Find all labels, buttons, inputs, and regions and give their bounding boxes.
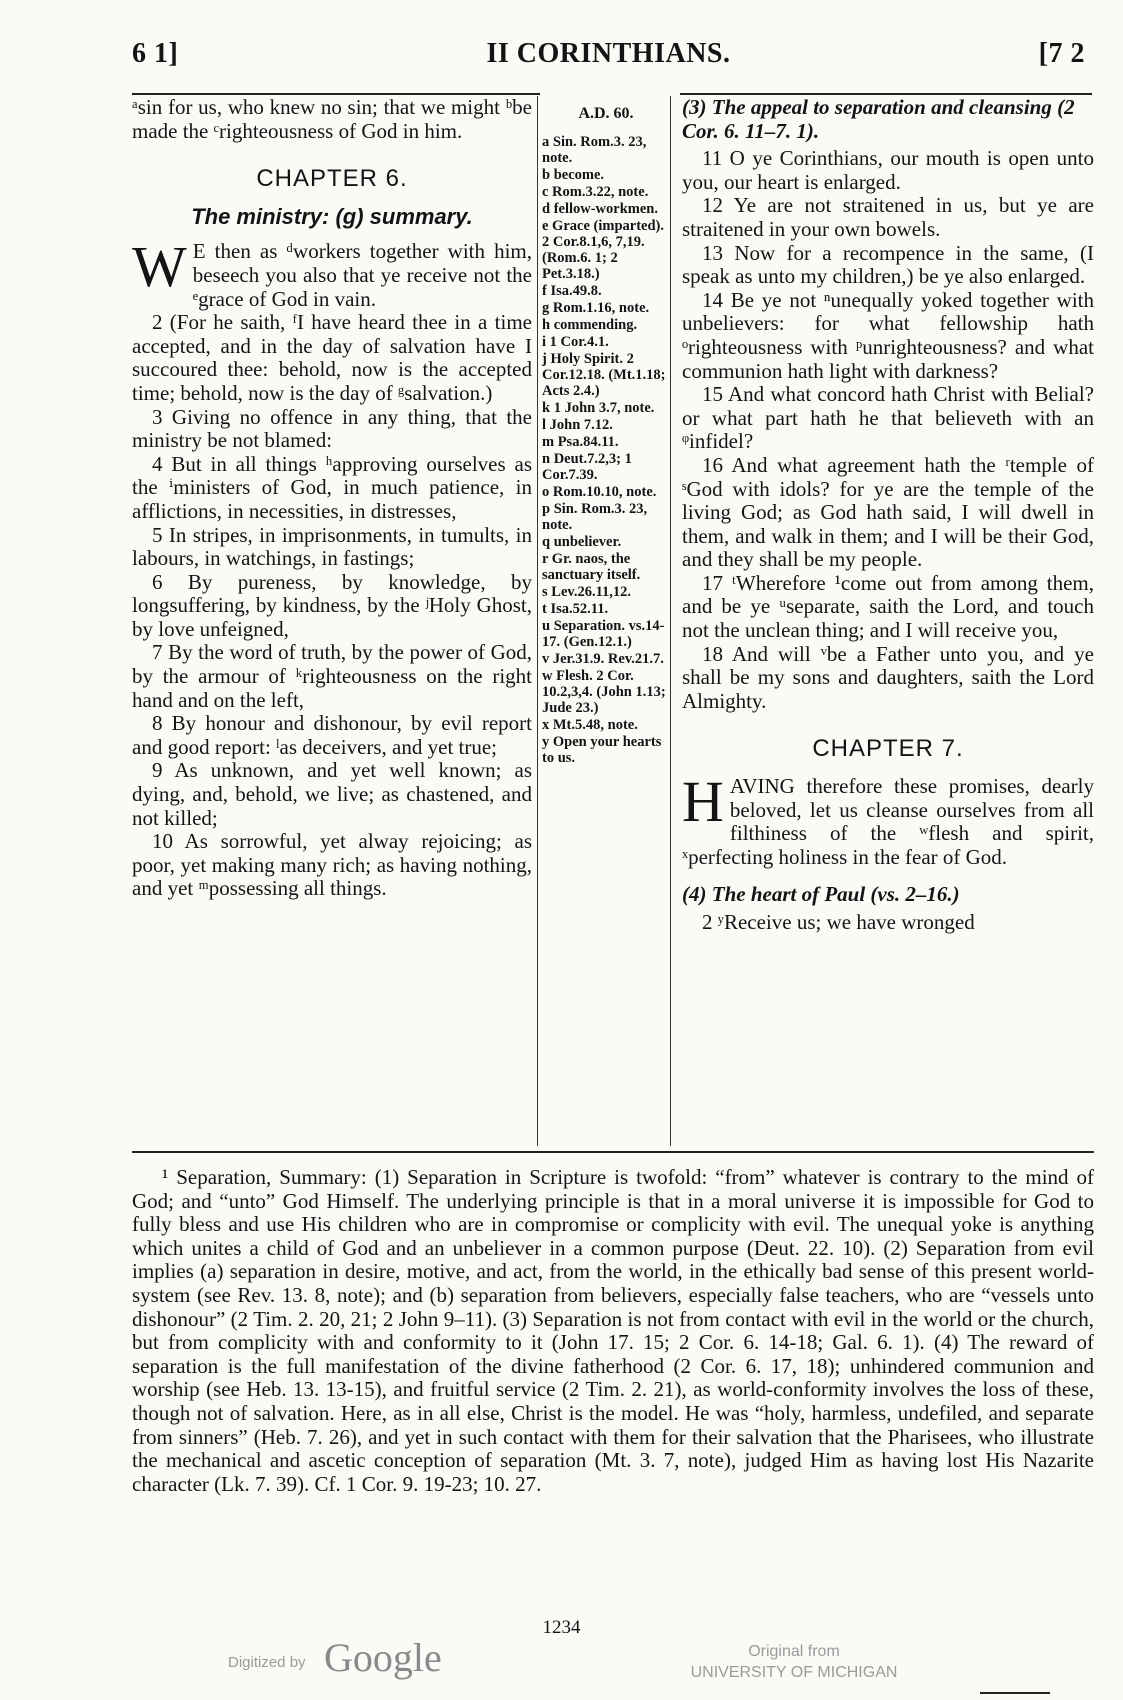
reference-entry: c Rom.3.22, note. (542, 184, 649, 200)
reference-entry: h commending. (542, 317, 638, 333)
drop-cap: W (132, 234, 187, 300)
verse-6: 6 By pureness, by knowledge, by longsuffering, by kindness, by the ʲHoly Ghost, by love unfeigned, (132, 569, 532, 641)
reference-entry: x Mt.5.48, note. (542, 717, 638, 733)
verse-11: 11 O ye Corinthians, our mouth is open unto you, our heart is enlarged. (682, 146, 1094, 194)
chapter-heading: CHAPTER 7. (812, 735, 964, 763)
footnote-text: ¹ Separation, Summary: (1) Separation in Scripture is twofold: “from” whatever is contrary to the mind of God; and “unto” God Himself. The underlying principle is that in a moral universe it is impossible for God to fully bless and use His children who are in compromise or complicity with evil. The unequal yoke is anything which unites a child of God and an unbeliever in a common purpose (Deut. 22. 10). (2) Separation from evil implies (a) separation in desire, motive, and act, from the world, in the ethically bad sense of this present world-system (see Rev. 13. 8, note); and (b) separation from believers, especially false teachers, who are “vessels unto dishonour” (2 Tim. 2. 20, 21; 2 John 9–11). (3) Separation is not from contact with evil in the world or the church, but from complicity with and conformity to it (John 17. 15; 2 Cor. 6. 14-18; Gal. 6. 1). (4) The reward of separation is the full manifestation of the divine fatherhood (2 Cor. 6. 17, 18); unhindered communion and worship (see Heb. 13. 13-15), and fruitful service (2 Tim. 2. 21), as world-conformity involves the loss of these, though not of salvation. Here, as in all else, Christ is the model. He was “holy, harmless, undefiled, and separate from sinners” (Heb. 7. 26), and yet in such contact with them for their salvation that the Pharisees, who illustrate the mechanical and ascetic conception of separation (Mt. 3. 7, note), judged Him as having lost His Nazarite character (Lk. 7. 39). Cf. 1 Cor. 9. 19-23; 10. 27. (132, 1165, 1094, 1496)
verse-17: 17 ᵗWherefore ¹come out from among them, and be ye ᵘseparate, saith the Lord, and touch not the unclean thing; and I will receive you, (682, 570, 1094, 643)
reference-entry: t Isa.52.11. (542, 601, 609, 617)
reference-entry: e Grace (imparted). 2 Cor.8.1,6, 7,19. (Rom.6. 1; 2 Pet.3.18.) (542, 218, 664, 282)
reference-entry: v Jer.31.9. Rev.21.7. (542, 651, 664, 667)
verse-2: 2 (For he saith, ᶠI have heard thee in a time accepted, and in the day of salvation have I succoured thee: behold, now is the accepted time; behold, now is the day of ᵍsalvation.) (132, 310, 532, 405)
verse-18: 18 And will ᵛbe a Father unto you, and ye shall be my sons and daughters, saith the Lord Almighty. (682, 641, 1094, 713)
digitized-by-label: Digitized by (228, 1654, 306, 1671)
verse-4: 4 But in all things ʰapproving ourselves as the ⁱministers of God, in much patience, in afflictions, in necessities, in distresses, (132, 451, 532, 523)
reference-entry: l John 7.12. (542, 417, 613, 433)
verse-5: 5 In stripes, in imprisonments, in tumults, in labours, in watchings, in fastings; (132, 522, 532, 571)
verse-10: 10 As sorrowful, yet alway rejoicing; as poor, yet making many rich; as having nothing, and yet ᵐpossessing all things. (132, 829, 532, 901)
verse-12: 12 Ye are not straitened in us, but ye are straitened in your own bowels. (682, 193, 1094, 241)
scan-edge-mark (980, 1692, 1050, 1694)
reference-entry: q unbeliever. (542, 534, 622, 550)
reference-entry: r Gr. naos, the sanctuary itself. (542, 551, 641, 583)
verse-16: 16 And what agreement hath the ʳtemple of ˢGod with idols? for ye are the temple of the living God; as God hath said, I will dwell in them, and walk in them; and I will be their God, and they shall be my people. (682, 452, 1094, 572)
reference-entry: b become. (542, 167, 605, 183)
verse-1: E then as ᵈworkers together with him, beseech you also that ye receive not the ᵉgrace of God in vain. (192, 239, 532, 311)
reference-entry: o Rom.10.10, note. (542, 484, 657, 500)
reference-entry: g Rom.1.16, note. (542, 300, 650, 316)
chapter-verse-end: [7 2 (1038, 38, 1085, 69)
verse-8: 8 By honour and dishonour, by evil report and good report: ˡas deceivers, and yet true; (132, 711, 532, 759)
reference-entry: u Separation. vs.14-17. (Gen.12.1.) (542, 618, 665, 650)
reference-column (537, 96, 671, 1146)
section-title: (3) The appeal to separation and cleansing (2 Cor. 6. 11–7. 1). (682, 95, 1075, 143)
reference-entry: j Holy Spirit. 2 Cor.12.18. (Mt.1.18; Acts 2.4.) (542, 351, 666, 399)
reference-entry: i 1 Cor.4.1. (542, 334, 609, 350)
chapter-verse-start: 6 1] (132, 38, 179, 69)
chapter-7-verse-2: 2 ʸReceive us; we have wronged (702, 910, 975, 934)
original-from-label: Original from (748, 1643, 840, 1660)
verse-14: 14 Be ye not ⁿunequally yoked together with unbelievers: for what fellowship hath ᵒrighteousness with ᵖunrighteousness? and what communion hath light with darkness? (682, 287, 1094, 383)
reference-entry: w Flesh. 2 Cor. 10.2,3,4. (John 1.13; Jude 23.) (542, 668, 666, 716)
reference-entry: k 1 John 3.7, note. (542, 400, 655, 416)
verse-13: 13 Now for a recompence in the same, (I speak as unto my children,) be ye also enlarged. (682, 240, 1094, 289)
reference-entry: n Deut.7.2,3; 1 Cor.7.39. (542, 451, 632, 483)
verse-text (682, 769, 1094, 869)
verse-9: 9 As unknown, and yet well known; as dying, and, behold, we live; as chastened, and not killed; (132, 758, 532, 830)
reference-entry: d fellow-workmen. (542, 201, 658, 217)
library-attribution (684, 1641, 904, 1683)
reference-entry: s Lev.26.11,12. (542, 584, 632, 600)
google-logo: Google (324, 1635, 442, 1680)
left-text-column (132, 96, 532, 901)
verse-text: ᵃsin for us, who knew no sin; that we might ᵇbe made the ᶜrighteousness of God in him. (132, 95, 532, 143)
verse-7: 7 By the word of truth, by the power of God, by the armour of ᵏrighteousness on the right hand and on the left, (132, 640, 532, 712)
drop-cap: H (682, 769, 724, 835)
right-text-column (682, 96, 1094, 935)
chapter-heading: CHAPTER 6. (256, 165, 408, 193)
verse-text (132, 234, 532, 311)
book-title: II CORINTHIANS. (486, 38, 731, 69)
page-number: 1234 (542, 1617, 581, 1638)
section-title: The ministry: (g) summary. (191, 203, 473, 229)
reference-entry: f Isa.49.8. (542, 283, 602, 299)
date-label: A.D. 60. (578, 105, 634, 122)
reference-entry: a Sin. Rom.3. 23, note. (542, 134, 647, 166)
footnote (132, 1166, 1094, 1496)
reference-entry: m Psa.84.11. (542, 434, 619, 450)
chapter-7-verse-1: AVING therefore these promises, dearly beloved, let us cleanse ourselves from all filthiness of the ʷflesh and spirit, ˣperfecting holiness in the fear of God. (682, 774, 1094, 869)
running-head (132, 36, 1085, 76)
verse-3: 3 Giving no offence in any thing, that the ministry be not blamed: (132, 404, 532, 453)
reference-entry: p Sin. Rom.3. 23, note. (542, 501, 648, 533)
reference-entry: y Open your hearts to us. (542, 734, 662, 766)
section-title: (4) The heart of Paul (vs. 2–16.) (682, 882, 960, 907)
footnote-rule (132, 1151, 1094, 1153)
university-label: UNIVERSITY OF MICHIGAN (690, 1664, 898, 1681)
verse-15: 15 And what concord hath Christ with Belial? or what part hath he that believeth with an ᵠinfidel? (682, 382, 1094, 454)
